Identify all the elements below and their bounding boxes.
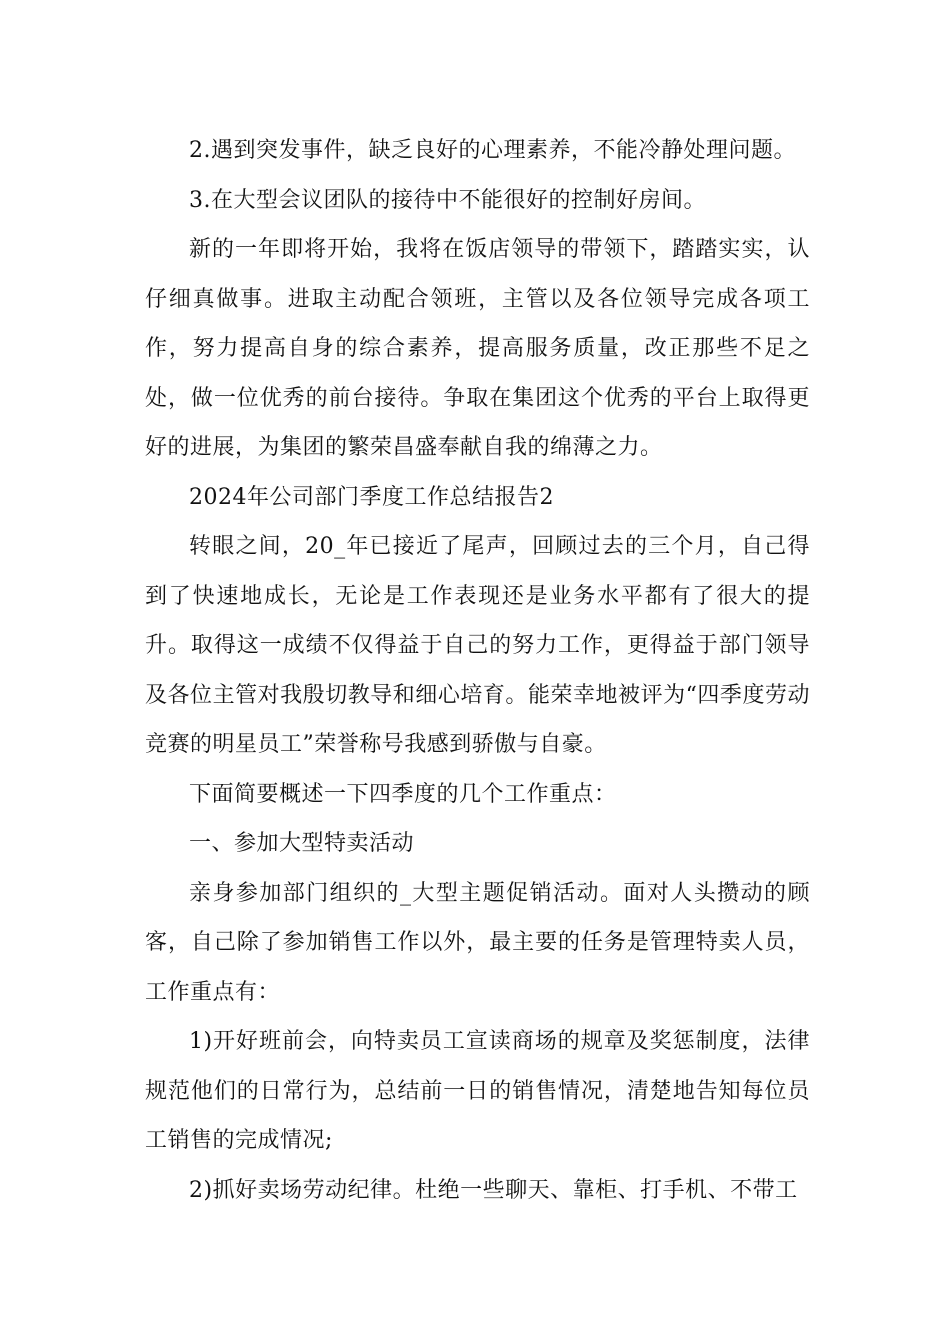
section-title-report-2: 2024年公司部门季度工作总结报告2	[189, 484, 554, 510]
heading-special-sale: 一、参加大型特卖活动	[189, 831, 415, 856]
paragraph-new-year-plan: 新的一年即将开始，我将在饭店领导的带领下，踏踏实实，认仔细真做事。进取主动配合领班，主管以及各位领导完成各项工作，努力提高自身的综合素养，提高服务质量，改正那些不足之处，做一位优秀的前台接待。争取在集团这个优秀的平台上取得更好的进展，为集团的繁荣昌盛奉献自我的绵薄之力。	[145, 237, 810, 460]
paragraph-promotion: 亲身参加部门组织的_大型主题促销活动。面对人头攒动的顾客，自己除了参加销售工作以外，最主要的任务是管理特卖人员，工作重点有：	[145, 880, 810, 1005]
paragraph-issue-3: 3.在大型会议团队的接待中不能很好的控制好房间。	[189, 187, 706, 213]
list-item-2: 2)抓好卖场劳动纪律。杜绝一些聊天、靠柜、打手机、不带工	[189, 1177, 798, 1203]
paragraph-issue-2: 2.遇到突发事件，缺乏良好的心理素养，不能冷静处理问题。	[189, 138, 796, 163]
list-item-1: 1)开好班前会，向特卖员工宣读商场的规章及奖惩制度，法律规范他们的日常行为，总结前一日的销售情况，清楚地告知每位员工销售的完成情况;	[145, 1029, 810, 1153]
paragraph-review: 转眼之间，20_年已接近了尾声，回顾过去的三个月，自己得到了快速地成长，无论是工作表现还是业务水平都有了很大的提升。取得这一成绩不仅得益于自己的努力工作，更得益于部门领导及各位主管对我殷切教导和细心培育。能荣幸地被评为“四季度劳动竞赛的明星员工”荣誉称号我感到骄傲与自豪。	[145, 534, 810, 757]
paragraph-overview-intro: 下面简要概述一下四季度的几个工作重点：	[189, 781, 617, 807]
document-body	[145, 126, 810, 1215]
